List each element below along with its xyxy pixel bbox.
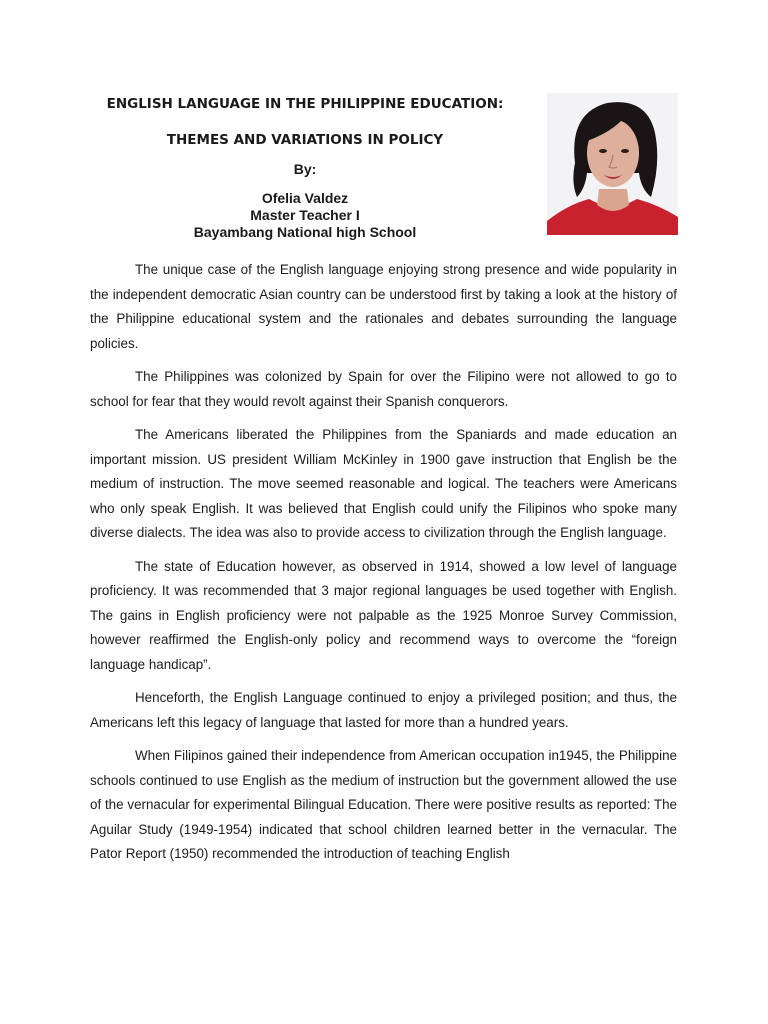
title-block [80, 94, 530, 240]
author-portrait-image [547, 93, 678, 235]
author-block [80, 190, 530, 241]
document-body [90, 258, 677, 876]
byline-label: By: [293, 161, 317, 177]
document-title: ENGLISH LANGUAGE IN THE PHILIPPINE EDUCATION: [106, 96, 504, 112]
paragraph: The state of Education however, as observed in 1914, showed a low level of language proficiency. It was recommended that 3 major regional languages be used together with English. The gains in English proficiency were not palpable as the 1925 Monroe Survey Commission, however reaffirmed the English-only policy and recommend ways to overcome the “foreign language handicap”. [90, 558, 677, 672]
author-position: Master Teacher I [250, 207, 360, 223]
paragraph: The Philippines was colonized by Spain for over the Filipino were not allowed to go to school for fear that they would revolt against their Spanish conquerors. [90, 369, 677, 409]
author-school: Bayambang National high School [193, 224, 417, 240]
author-name: Ofelia Valdez [261, 190, 349, 206]
document-subtitle: THEMES AND VARIATIONS IN POLICY [166, 132, 444, 148]
paragraph: Henceforth, the English Language continued to enjoy a privileged position; and thus, the Americans left this legacy of language that lasted for more than a hundred years. [90, 690, 677, 730]
paragraph: The unique case of the English language enjoying strong presence and wide popularity in the independent democratic Asian country can be understood first by taking a look at the history of the Philippine educational system and the rationales and debates surrounding the language policies. [90, 262, 677, 351]
paragraph: The Americans liberated the Philippines from the Spaniards and made education an important mission. US president William McKinley in 1900 gave instruction that English be the medium of instruction. The move seemed reasonable and logical. The teachers were Americans who only speak English. It was believed that English could unify the Filipinos who spoke many diverse dialects. The idea was also to provide access to civilization through the English language. [90, 427, 677, 540]
author-photo [547, 93, 678, 235]
paragraph: When Filipinos gained their independence from American occupation in1945, the Philippine schools continued to use English as the medium of instruction but the government allowed the use of the vernacular for experimental Bilingual Education. There were positive results as reported: The Aguilar Study (1949-1954) indicated that school children learned better in the vernacular. The Pator Report (1950) recommended the introduction of teaching English [90, 748, 677, 861]
